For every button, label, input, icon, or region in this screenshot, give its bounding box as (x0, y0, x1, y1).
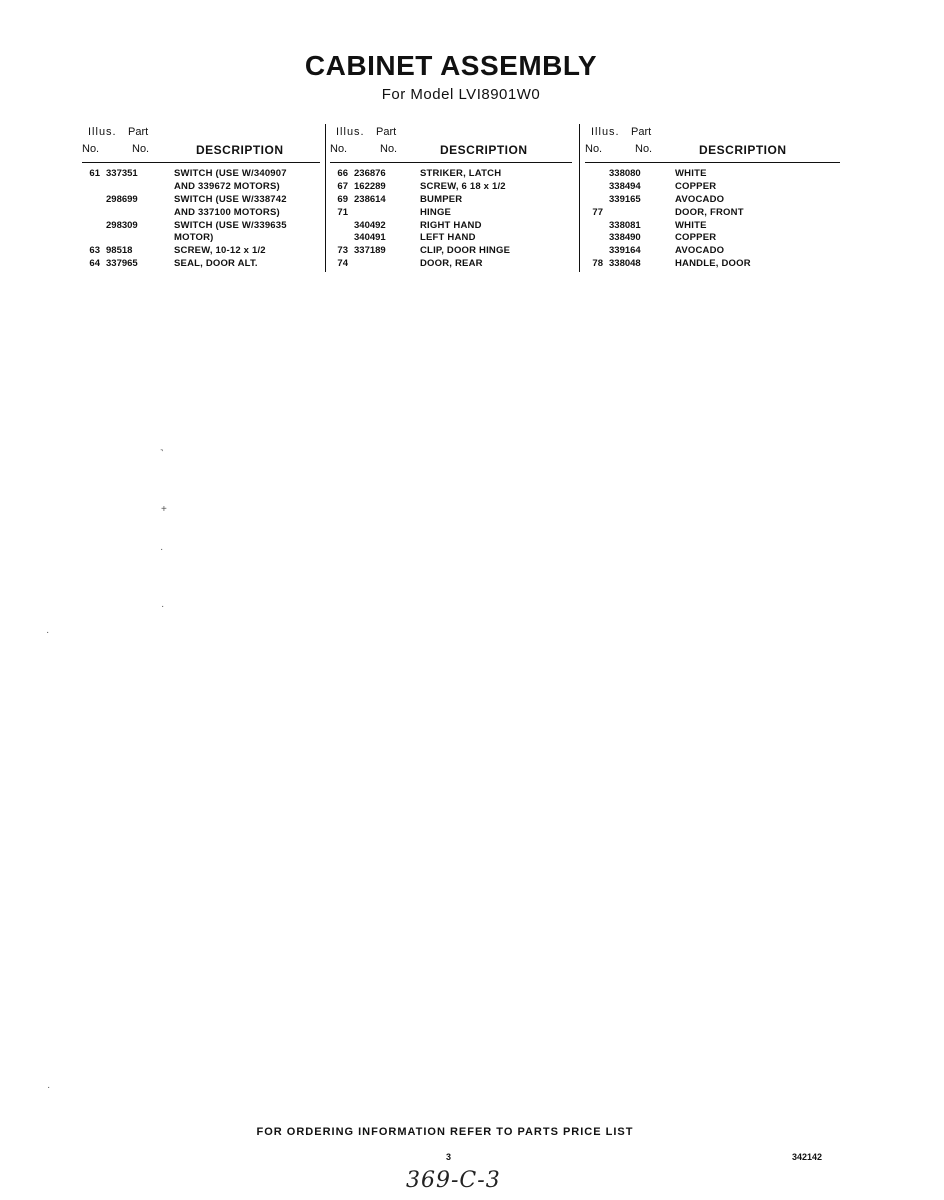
table-row (82, 168, 320, 181)
part-number (354, 258, 420, 271)
part-description: MOTOR) (174, 232, 214, 244)
description-header: DESCRIPTION (440, 143, 528, 157)
scan-speck: + (161, 504, 167, 515)
part-description: LEFT HAND (420, 232, 476, 244)
illus-number (82, 207, 106, 220)
illus-number: 69 (337, 193, 348, 205)
table-row (330, 168, 572, 181)
illus-number (82, 194, 106, 207)
column-header (82, 124, 320, 164)
table-row (585, 194, 825, 207)
parts-column (585, 124, 825, 271)
illus-number (585, 194, 609, 207)
illus-number: 67 (337, 180, 348, 192)
part-no-header: No. (380, 143, 398, 155)
illus-number (585, 232, 609, 245)
part-number: 98518 (106, 245, 133, 257)
table-row (585, 181, 825, 194)
table-row (82, 258, 320, 271)
part-description: AND 337100 MOTORS) (174, 206, 280, 218)
table-row (82, 181, 320, 194)
part-description: AND 339672 MOTORS) (174, 180, 280, 192)
table-row (330, 181, 572, 194)
part-number: 298699 (106, 193, 138, 205)
table-row (82, 220, 320, 233)
handwritten-note: 369-C-3 (406, 1168, 501, 1193)
description-header: DESCRIPTION (196, 143, 284, 157)
table-row (585, 245, 825, 258)
illus-number (585, 220, 609, 233)
header-rule (330, 162, 572, 163)
part-description: SWITCH (USE W/340907 (174, 168, 287, 179)
part-header: Part (376, 126, 397, 138)
column-divider (579, 124, 580, 272)
part-description: SEAL, DOOR ALT. (174, 258, 258, 270)
illus-no-header: No. (82, 143, 100, 155)
document-number: 342142 (792, 1152, 823, 1162)
illus-header: Illus. (88, 126, 117, 138)
table-row (330, 194, 572, 207)
part-no-header: No. (132, 143, 150, 155)
part-number: 236876 (354, 168, 386, 179)
part-number (106, 232, 174, 245)
scan-speck: · (46, 627, 50, 638)
scan-speck: · (160, 544, 164, 555)
illus-number: 73 (337, 245, 348, 257)
part-description: WHITE (675, 168, 707, 179)
part-number: 238614 (354, 193, 386, 205)
part-number: 340491 (354, 232, 386, 244)
part-description: SCREW, 10-12 x 1/2 (174, 245, 266, 257)
illus-no-header: No. (585, 143, 603, 155)
part-number: 337189 (354, 245, 386, 257)
part-description: WHITE (675, 219, 707, 231)
header-rule (82, 162, 320, 163)
part-number: 337351 (106, 168, 138, 179)
part-description: AVOCADO (675, 245, 725, 257)
illus-number (330, 232, 354, 245)
illus-number: 71 (337, 206, 348, 218)
part-number: 338080 (609, 168, 641, 179)
part-number (354, 207, 420, 220)
table-row (585, 207, 825, 220)
illus-number (585, 181, 609, 194)
table-row (82, 245, 320, 258)
model-subtitle: For Model LVI8901W0 (381, 86, 541, 103)
column-header (585, 124, 825, 164)
illus-number (82, 181, 106, 194)
illus-number: 64 (89, 258, 100, 270)
parts-column (330, 124, 572, 271)
part-number: 338081 (609, 219, 641, 231)
part-number (106, 181, 174, 194)
table-row (82, 232, 320, 245)
table-row (82, 207, 320, 220)
table-row (585, 232, 825, 245)
illus-header: Illus. (336, 126, 365, 138)
illus-number (82, 232, 106, 245)
part-description: AVOCADO (675, 193, 725, 205)
table-row (585, 168, 825, 181)
part-description: COPPER (675, 232, 717, 244)
part-number (609, 207, 675, 220)
part-number: 338048 (609, 258, 641, 270)
part-number: 339164 (609, 245, 641, 257)
parts-rows (585, 168, 825, 271)
illus-header: Illus. (591, 126, 620, 138)
table-row (330, 207, 572, 220)
table-row (330, 245, 572, 258)
scan-speck: · (161, 601, 165, 612)
part-description: HINGE (420, 206, 452, 218)
part-description: BUMPER (420, 193, 463, 205)
part-description: SCREW, 6 18 x 1/2 (420, 180, 506, 192)
scan-speck: · (47, 1082, 51, 1093)
illus-number (330, 220, 354, 233)
part-header: Part (128, 126, 149, 138)
part-description: STRIKER, LATCH (420, 168, 502, 179)
part-number (106, 207, 174, 220)
part-description: DOOR, FRONT (675, 206, 744, 218)
part-number: 338494 (609, 180, 641, 192)
part-number: 162289 (354, 180, 386, 192)
parts-rows (330, 168, 572, 271)
description-header: DESCRIPTION (699, 143, 787, 157)
part-description: HANDLE, DOOR (675, 258, 751, 270)
parts-rows (82, 168, 320, 271)
column-divider (325, 124, 326, 272)
illus-number (82, 220, 106, 233)
illus-number (585, 168, 609, 181)
part-number: 338490 (609, 232, 641, 244)
part-number: 298309 (106, 219, 138, 231)
part-description: CLIP, DOOR HINGE (420, 245, 511, 257)
part-number: 337965 (106, 258, 138, 270)
part-description: DOOR, REAR (420, 258, 483, 270)
ordering-note: FOR ORDERING INFORMATION REFER TO PARTS PRICE LIST (256, 1126, 634, 1138)
part-header: Part (631, 126, 652, 138)
illus-number: 61 (89, 168, 100, 179)
illus-number (585, 245, 609, 258)
parts-column (82, 124, 320, 271)
table-row (585, 258, 825, 271)
page-title: CABINET ASSEMBLY (304, 50, 598, 81)
table-row (330, 258, 572, 271)
page-number: 3 (446, 1152, 452, 1162)
illus-number: 78 (592, 258, 603, 270)
illus-number: 77 (592, 206, 603, 218)
part-description: COPPER (675, 180, 717, 192)
part-number: 339165 (609, 193, 641, 205)
column-header (330, 124, 572, 164)
scan-speck: ˺ (160, 449, 164, 460)
part-number: 340492 (354, 219, 386, 231)
part-description: RIGHT HAND (420, 219, 482, 231)
table-row (82, 194, 320, 207)
table-row (330, 232, 572, 245)
table-row (585, 220, 825, 233)
table-row (330, 220, 572, 233)
illus-number: 74 (337, 258, 348, 270)
part-description: SWITCH (USE W/339635 (174, 219, 287, 231)
illus-no-header: No. (330, 143, 348, 155)
part-description: SWITCH (USE W/338742 (174, 193, 287, 205)
illus-number: 63 (89, 245, 100, 257)
header-rule (585, 162, 840, 163)
part-no-header: No. (635, 143, 653, 155)
illus-number: 66 (337, 168, 348, 179)
